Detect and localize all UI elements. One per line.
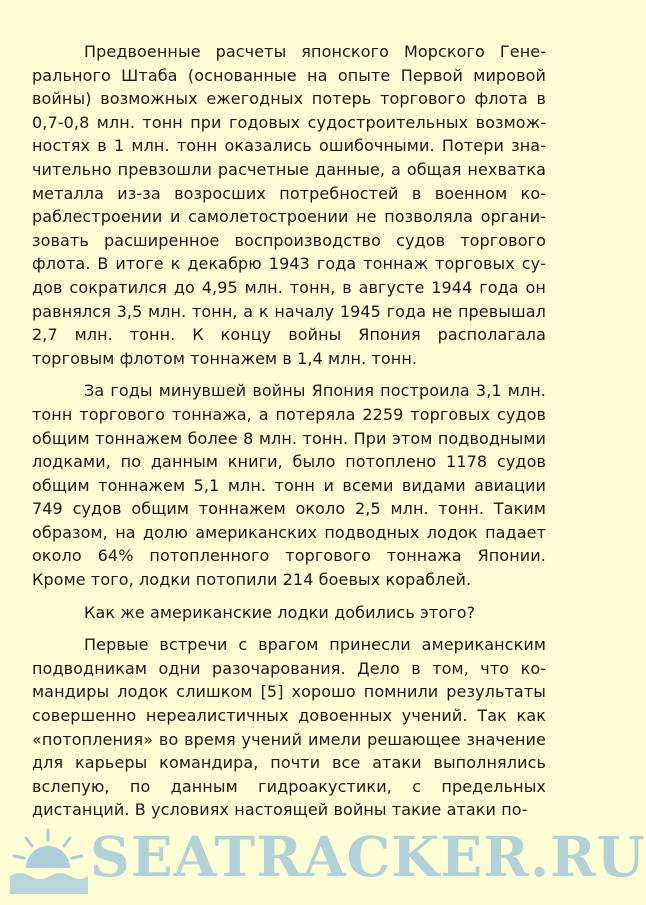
- paragraph-1: Предвоенные расчеты японского Морского Генерального Штаба (основанные на опыте Первой мировой войны) возможных ежегодных потерь торгового флота в 0,7-0,8 млн. тонн при годовых судостроительных возможностях в 1 млн. тонн оказались ошибочными. Потери значительно превзошли расчетные данные, а общая нехватка металла из-за возросших потребностей в военном кораблестроении и самолетостроении не позволяла организовать расширенное воспроизводство судов торгового флота. В итоге к декабрю 1943 года тоннаж торговых судов сократился до 4,95 млн. тонн, в августе 1944 года он равнялся 3,5 млн. тонн, а к началу 1945 года не превышал 2,7 млн. тонн. К концу войны Япония располагала торговым флотом тоннажем в 1,4 млн. тонн.: [32, 42, 546, 368]
- watermark: [8, 818, 646, 898]
- paragraph-2: За годы минувшей войны Япония построила 3,1 млн. тонн торгового тоннажа, а потеряла 2259 торговых судов общим тоннажем более 8 млн. тонн. При этом подводными лодками, по данным книги, было потоплено 1178 судов общим тоннажем 5,1 млн. тонн и всеми видами авиации 749 судов общим тоннажем около 2,5 млн. тонн. Таким образом, на долю американских подводных лодок падает около 64% потопленного торгового тоннажа Японии. Кроме того, лодки потопили 214 боевых кораблей.: [32, 381, 546, 590]
- watermark-text: SEATRACKER.RU: [90, 824, 646, 889]
- paragraph-3: Как же американские лодки добились этого?: [84, 602, 476, 622]
- paragraph-4: Первые встречи с врагом принесли американским подводникам одни разочарования. Дело в том, что командиры лодок слишком [5] хорошо помнили результаты совершенно нереалистичных довоенных учений. Так как «потопления» во время учений имели решающее значение для карьеры командира, почти все атаки выполнялись вслепую, по данным гидроакустики, с предельных дистанций. В условиях настоящей войны такие атаки по-: [32, 635, 546, 820]
- sun-over-wave-icon: [8, 824, 88, 894]
- document-body: [32, 40, 546, 822]
